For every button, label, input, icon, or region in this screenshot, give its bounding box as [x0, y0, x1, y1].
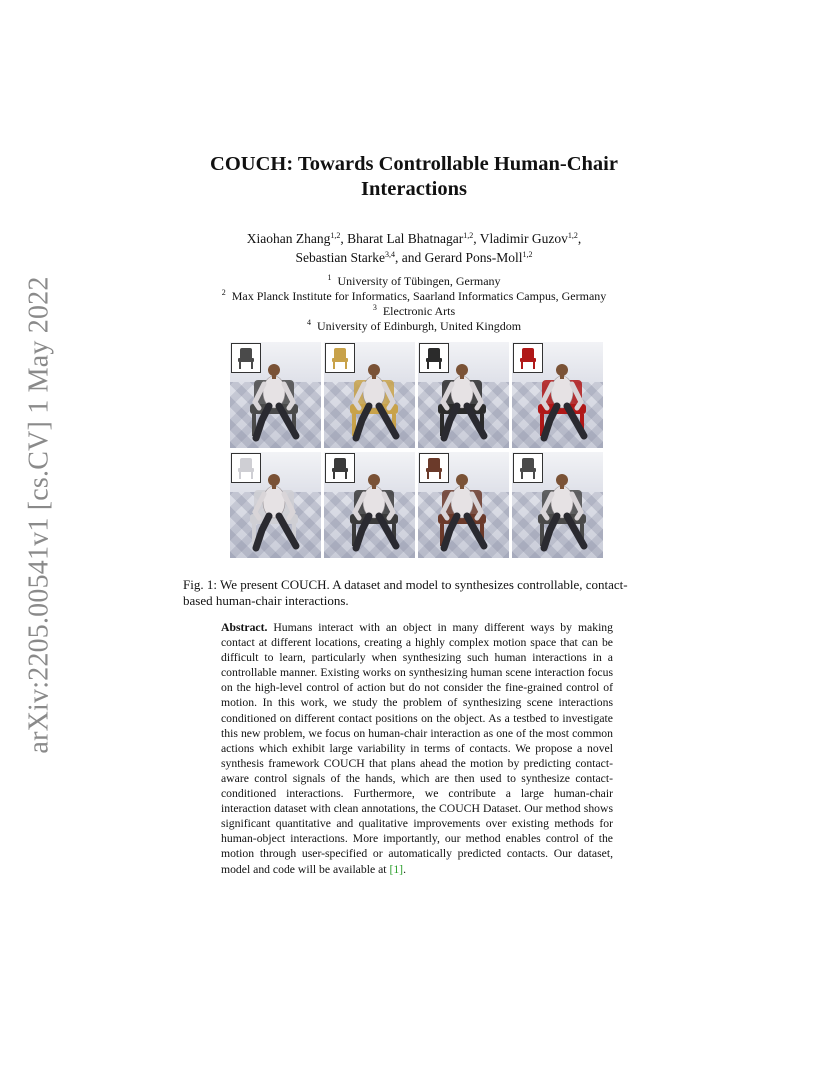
- chair-icon: [514, 344, 542, 372]
- chair-icon: [232, 454, 260, 482]
- affiliation-number: 4: [306, 318, 311, 327]
- chair-icon: [420, 344, 448, 372]
- author-name: Gerard Pons-Moll: [424, 250, 523, 265]
- abstract-label: Abstract.: [221, 621, 268, 634]
- chair-icon: [420, 454, 448, 482]
- citation-link[interactable]: [1]: [389, 862, 404, 876]
- chair-thumbnail-inset: [325, 453, 355, 483]
- affiliation-text: University of Edinburgh, United Kingdom: [316, 319, 522, 333]
- author-conjunction: and: [401, 250, 422, 265]
- chair-thumbnail-inset: [231, 343, 261, 373]
- abstract: [221, 620, 613, 877]
- affiliation-line: [160, 274, 668, 289]
- figure-panel: [324, 452, 415, 558]
- affiliation-text: Electronic Arts: [382, 304, 456, 318]
- affiliation-list: [160, 274, 668, 334]
- author-name: Xiaohan Zhang: [246, 231, 331, 246]
- abstract-end: .: [403, 862, 406, 876]
- affiliation-text: Max Planck Institute for Informatics, Saarland Informatics Campus, Germany: [231, 289, 607, 303]
- chair-thumbnail-inset: [513, 343, 543, 373]
- arxiv-stamp-text: arXiv:2205.00541v1 [cs.CV] 1 May 2022: [24, 276, 55, 754]
- figure-panel: [230, 342, 321, 448]
- author-affil-sup: 1,2: [567, 231, 578, 240]
- chair-thumbnail-inset: [513, 453, 543, 483]
- chair-icon: [326, 454, 354, 482]
- chair-thumbnail-inset: [419, 343, 449, 373]
- title-line-2: Interactions: [361, 178, 467, 200]
- figure-caption: [183, 577, 645, 609]
- chair-icon: [326, 344, 354, 372]
- author-name: Sebastian Starke: [295, 250, 386, 265]
- chair-thumbnail-inset: [325, 343, 355, 373]
- affiliation-line: [160, 289, 668, 304]
- figure-caption-text: We present COUCH. A dataset and model to synthesizes controllable, contact-based human-chair interactions.: [183, 577, 628, 608]
- figure-panel: [512, 452, 603, 558]
- figure-panel: [324, 342, 415, 448]
- chair-thumbnail-inset: [419, 453, 449, 483]
- teaser-figure-grid: [230, 342, 604, 558]
- affiliation-text: University of Tübingen, Germany: [337, 274, 501, 288]
- author-name: Vladimir Guzov: [479, 231, 568, 246]
- affiliation-line: [160, 319, 668, 334]
- figure-caption-label: Fig. 1:: [183, 577, 217, 592]
- figure-panel: [418, 452, 509, 558]
- paper-title: [160, 152, 668, 202]
- affiliation-number: 3: [372, 303, 377, 312]
- figure-panel: [230, 452, 321, 558]
- author-name: Bharat Lal Bhatnagar: [347, 231, 464, 246]
- author-list: Xiaohan Zhang$^{1,2}$, Bharat Lal Bhatnagar$^{1,2}$, Vladimir Guzov$^{1,2}$, Sebastian Starke$^{3,4}$, and Gerard Pons-Moll$^{1,2}$: [246, 231, 582, 265]
- author-affil-sup: 1,2: [330, 231, 341, 240]
- affiliation-number: 1: [327, 273, 332, 282]
- abstract-body: Humans interact with an object in many different ways by making contact at different locations, creating a highly complex motion space that can be difficult to learn, particularly when synthesizing such human interactions in a controllable manner. Existing works on synthesizing human scene interaction focus on the high-level control of action but do not consider the fine-grained control of motion. In this work, we study the problem of synthesizing scene interactions conditioned on different contact positions on the object. As a testbed to investigate this new problem, we focus on human-chair interaction as one of the most common actions which exhibit large variability in terms of contacts. We propose a novel synthesis framework COUCH that plans ahead the motion by predicting contact-aware control signals of the hands, which are then used to synthesize contact-conditioned interactions. Furthermore, we contribute a large human-chair interaction dataset with clean annotations, the COUCH Dataset. Our method shows significant quantitative and qualitative improvements over existing methods for human-object interactions. More importantly, our method enables control of the motion through user-specified or automatically predicted contacts. Our dataset, model and code will be available at: [221, 621, 613, 876]
- figure-panel: [418, 342, 509, 448]
- chair-icon: [514, 454, 542, 482]
- arxiv-watermark: [20, 276, 60, 754]
- affiliation-line: [160, 304, 668, 319]
- title-line-1: COUCH: Towards Controllable Human-Chair: [210, 153, 618, 175]
- author-affil-sup: 3,4: [385, 250, 396, 259]
- chair-thumbnail-inset: [231, 453, 261, 483]
- author-affil-sup: 1,2: [463, 231, 474, 240]
- chair-icon: [232, 344, 260, 372]
- author-affil-sup: 1,2: [522, 250, 533, 259]
- figure-panel: [512, 342, 603, 448]
- affiliation-number: 2: [221, 288, 226, 297]
